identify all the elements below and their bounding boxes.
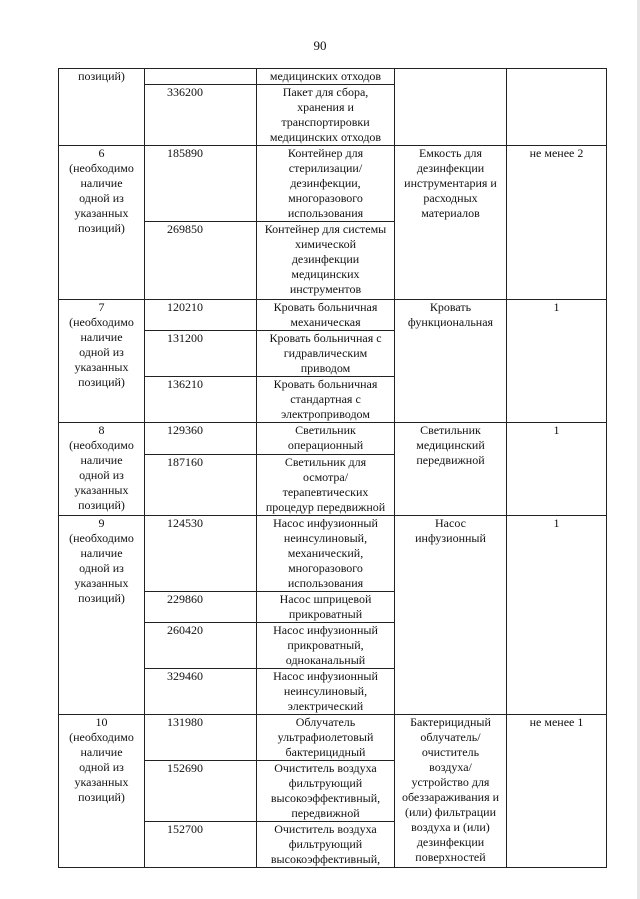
group-label-cell-text: 10 (необходимо наличие одной из указанных позиций): [69, 715, 134, 804]
quantity-cell: [507, 300, 607, 423]
equipment-type-cell: [395, 146, 507, 300]
group-label-cell-text: 9 (необходимо наличие одной из указанных позиций): [69, 516, 134, 605]
nomenclature-code-cell: [145, 516, 257, 592]
table-row: [59, 715, 607, 761]
equipment-type-cell: [395, 715, 507, 868]
device-name-cell-text: Облучатель ультрафиолетовый бактерицидный: [277, 715, 374, 759]
device-name-cell: [257, 623, 395, 669]
group-label-cell: [59, 715, 145, 868]
nomenclature-code-cell-text: 260420: [167, 623, 203, 637]
equipment-type-cell: [395, 423, 507, 516]
quantity-cell-text: не менее 1: [529, 715, 584, 729]
device-name-cell-text: Насос шприцевой прикроватный: [279, 592, 372, 621]
device-name-cell: [257, 331, 395, 377]
equipment-type-cell-text: Насос инфузионный: [415, 516, 486, 545]
device-name-cell-text: медицинских отходов: [269, 69, 382, 83]
device-name-cell-text: Светильник для осмотра/ терапевтических процедур передвижной: [265, 455, 386, 514]
nomenclature-code-cell-text: 187160: [167, 455, 203, 469]
group-label-cell: [59, 69, 145, 146]
group-label-cell-text: позиций): [78, 69, 125, 83]
table-row: [59, 516, 607, 592]
device-name-cell-text: Очиститель воздуха фильтрующий высокоэффективный, передвижной: [270, 761, 381, 820]
table-row: [59, 146, 607, 222]
quantity-cell: [507, 715, 607, 868]
equipment-type-cell: [395, 300, 507, 423]
device-name-cell: [257, 69, 395, 85]
nomenclature-code-cell: [145, 761, 257, 822]
device-name-cell-text: Насос инфузионный прикроватный, одноканальный: [273, 623, 378, 667]
equipment-type-cell: [395, 516, 507, 715]
device-name-cell-text: Кровать больничная стандартная с электроприводом: [273, 377, 378, 421]
nomenclature-code-cell-text: 129360: [167, 423, 203, 437]
quantity-cell-text: 1: [553, 423, 560, 437]
device-name-cell-text: Светильник операционный: [287, 423, 364, 452]
quantity-cell: [507, 69, 607, 146]
table-row: [59, 300, 607, 331]
quantity-cell-text: не менее 2: [529, 146, 584, 160]
quantity-cell: [507, 146, 607, 300]
nomenclature-code-cell-text: 120210: [167, 300, 203, 314]
device-name-cell-text: Контейнер для системы химической дезинфекции медицинских инструментов: [264, 222, 387, 296]
equipment-type-cell: [395, 69, 507, 146]
group-label-cell-text: 6 (необходимо наличие одной из указанных позиций): [69, 146, 134, 235]
nomenclature-code-cell: [145, 377, 257, 423]
group-label-cell-text: 8 (необходимо наличие одной из указанных позиций): [69, 423, 134, 512]
group-label-cell: [59, 146, 145, 300]
nomenclature-code-cell: [145, 423, 257, 455]
table-row: [59, 423, 607, 455]
nomenclature-code-cell: [145, 822, 257, 868]
device-name-cell-text: Насос инфузионный неинсулиновый, механический, многоразового использования: [273, 516, 378, 590]
device-name-cell: [257, 516, 395, 592]
nomenclature-code-cell-text: 131980: [167, 715, 203, 729]
device-name-cell-text: Пакет для сбора, хранения и транспортировки медицинских отходов: [269, 85, 382, 144]
nomenclature-code-cell-text: 124530: [167, 516, 203, 530]
nomenclature-code-cell-text: 336200: [167, 85, 203, 99]
nomenclature-code-cell: [145, 623, 257, 669]
device-name-cell: [257, 455, 395, 516]
nomenclature-code-cell-text: 185890: [167, 146, 203, 160]
nomenclature-code-cell-text: 136210: [167, 377, 203, 391]
nomenclature-code-cell-text: 269850: [167, 222, 203, 236]
group-label-cell-text: 7 (необходимо наличие одной из указанных позиций): [69, 300, 134, 389]
device-name-cell-text: Насос инфузионный неинсулиновый, электрический: [273, 669, 378, 713]
nomenclature-code-cell-text: 152690: [167, 761, 203, 775]
equipment-type-cell-text: Кровать функциональная: [407, 300, 494, 329]
nomenclature-code-cell: [145, 592, 257, 623]
equipment-type-cell-text: Бактерицидный облучатель/ очиститель воздуха/ устройство для обеззараживания и (или) фильтрации воздуха и (или) дезинфекции поверхностей: [401, 715, 500, 864]
nomenclature-code-cell: [145, 331, 257, 377]
device-name-cell: [257, 300, 395, 331]
nomenclature-code-cell: [145, 455, 257, 516]
device-name-cell-text: Кровать больничная механическая: [273, 300, 378, 329]
device-name-cell: [257, 85, 395, 146]
quantity-cell-text: 1: [553, 516, 560, 530]
device-name-cell: [257, 222, 395, 300]
device-name-cell: [257, 592, 395, 623]
device-name-cell: [257, 822, 395, 868]
nomenclature-code-cell-text: 229860: [167, 592, 203, 606]
nomenclature-code-cell-text: 152700: [167, 822, 203, 836]
device-name-cell-text: Очиститель воздуха фильтрующий высокоэффективный,: [270, 822, 381, 866]
equipment-type-cell-text: Емкость для дезинфекции инструментария и расходных материалов: [404, 146, 497, 220]
nomenclature-code-cell: [145, 85, 257, 146]
device-name-cell-text: Кровать больничная с гидравлическим приводом: [269, 331, 382, 375]
group-label-cell: [59, 300, 145, 423]
equipment-table: [58, 68, 607, 868]
device-name-cell: [257, 146, 395, 222]
nomenclature-code-cell: [145, 146, 257, 222]
group-label-cell: [59, 423, 145, 516]
nomenclature-code-cell-text: 131200: [167, 331, 203, 345]
quantity-cell-text: 1: [553, 300, 560, 314]
device-name-cell: [257, 423, 395, 455]
group-label-cell: [59, 516, 145, 715]
device-name-cell: [257, 669, 395, 715]
nomenclature-code-cell: [145, 715, 257, 761]
quantity-cell: [507, 516, 607, 715]
nomenclature-code-cell-text: 329460: [167, 669, 203, 683]
equipment-type-cell-text: Светильник медицинский передвижной: [416, 423, 485, 467]
table-row: [59, 69, 607, 85]
page-number: 90: [313, 38, 327, 53]
nomenclature-code-cell: [145, 669, 257, 715]
nomenclature-code-cell: [145, 300, 257, 331]
device-name-cell: [257, 761, 395, 822]
device-name-cell: [257, 715, 395, 761]
device-name-cell-text: Контейнер для стерилизации/ дезинфекции, многоразового использования: [287, 146, 364, 220]
nomenclature-code-cell: [145, 69, 257, 85]
device-name-cell: [257, 377, 395, 423]
nomenclature-code-cell: [145, 222, 257, 300]
quantity-cell: [507, 423, 607, 516]
